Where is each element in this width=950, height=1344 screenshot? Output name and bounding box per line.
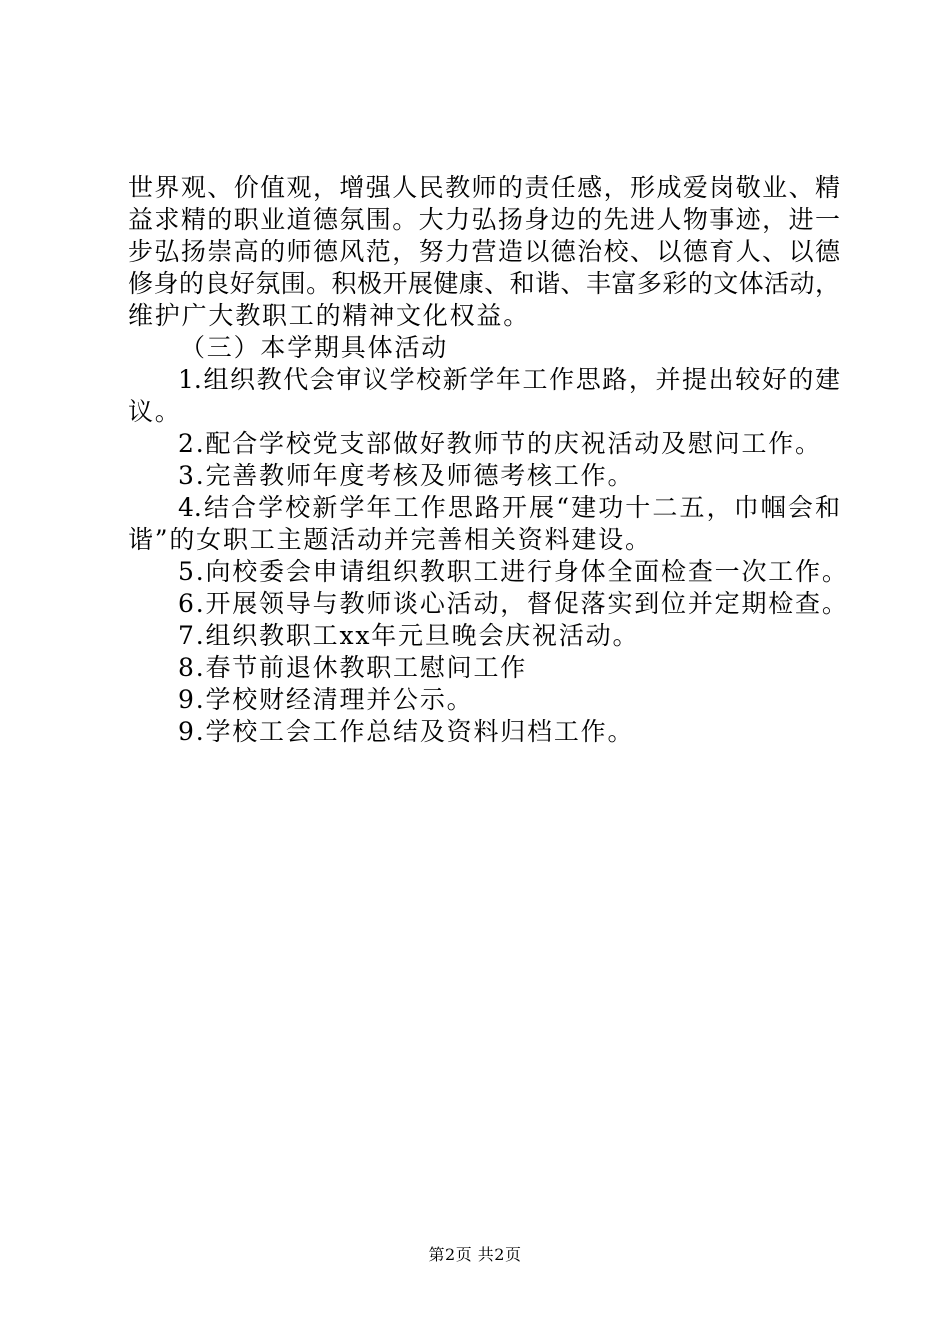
list-item: 3.完善教师年度考核及师德考核工作。 [178, 461, 635, 490]
paragraph-line: 步弘扬崇高的师德风范，努力营造以德治校、以德育人、以德 [128, 237, 840, 266]
page-number-footer: 第2页 共2页 [428, 1245, 522, 1264]
list-item-continuation: 谐”的女职工主题活动并完善相关资料建设。 [128, 525, 652, 554]
paragraph-line: 益求精的职业道德氛围。大力弘扬身边的先进人物事迹，进一 [128, 205, 840, 234]
list-item: 2.配合学校党支部做好教师节的庆祝活动及慰问工作。 [178, 429, 822, 458]
list-item: 7.组织教职工xx年元旦晚会庆祝活动。 [178, 621, 640, 650]
paragraph-line: 世界观、价值观，增强人民教师的责任感，形成爱岗敬业、精 [128, 173, 840, 202]
list-item: 4.结合学校新学年工作思路开展“建功十二五，巾帼会和 [178, 493, 840, 522]
list-item: 9.学校财经清理并公示。 [178, 685, 474, 714]
section-heading: （三）本学期具体活动 [180, 333, 449, 362]
list-item: 8.春节前退休教职工慰问工作 [178, 653, 528, 682]
list-item: 5.向校委会申请组织教职工进行身体全面检查一次工作。 [178, 557, 849, 586]
paragraph-line: 维护广大教职工的精神文化权益。 [128, 301, 531, 330]
list-item: 6.开展领导与教师谈心活动，督促落实到位并定期检查。 [178, 589, 849, 618]
document-body [128, 172, 849, 748]
paragraph-line: 修身的良好氛围。积极开展健康、和谐、丰富多彩的文体活动， [128, 269, 840, 298]
list-item-continuation: 议。 [128, 397, 182, 426]
list-item: 9.学校工会工作总结及资料归档工作。 [178, 717, 635, 746]
list-item: 1.组织教代会审议学校新学年工作思路，并提出较好的建 [178, 365, 840, 394]
